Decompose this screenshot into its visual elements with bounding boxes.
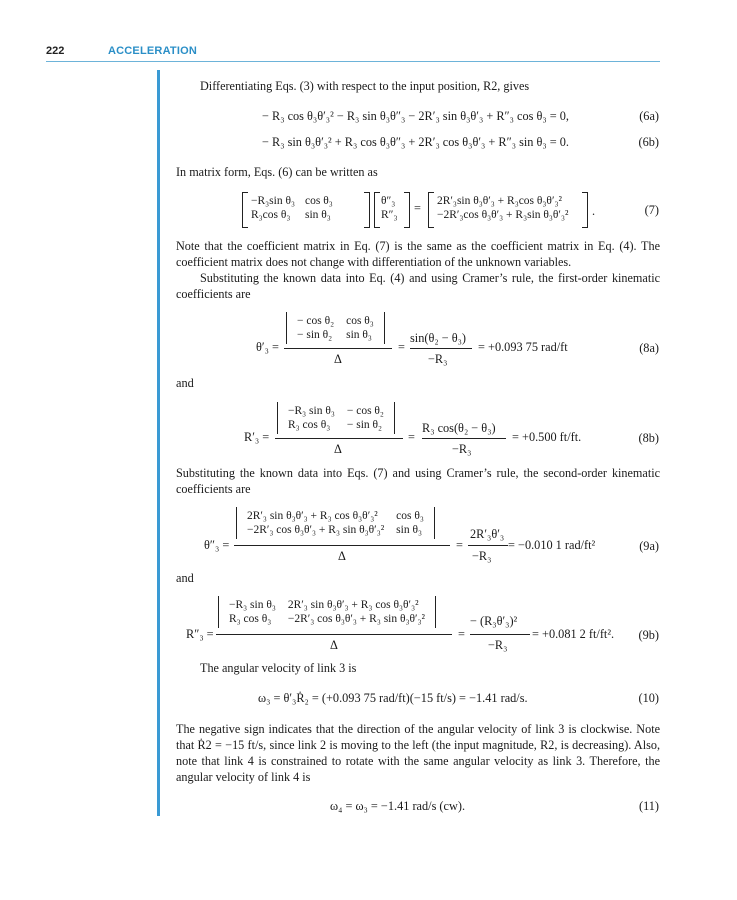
denominator: −R₃ [472,549,492,563]
fraction-bar [275,438,403,439]
equals-sign: = [408,430,415,444]
result: = +0.500 ft/ft. [512,430,582,444]
delta: Δ [334,352,342,366]
paragraph-second-order: Substituting the known data into Eqs. (7) and using Cramer’s rule, the second-order kinematic coefficients are [176,466,660,496]
determinant [277,402,395,434]
lhs-r3-prime: R′₃ = [244,430,270,444]
delta: Δ [334,442,342,456]
det-cell: −R₃ sin θ₃ [229,599,276,611]
det-cell: − cos θ₂ [346,405,384,417]
det-cell: −2R′₃ cos θ₃θ′₃ + R₃ sin θ₃θ′₃² [287,613,426,625]
equals-sign: = [456,538,463,552]
page-number: 222 [46,45,65,57]
det-cell: 2R′₃ sin θ₃θ′₃ + R₃ cos θ₃θ′₃² [287,599,419,611]
fraction-bar [422,438,506,439]
denominator: −R₃ [488,638,508,652]
equals-sign: = [414,201,421,215]
delta: Δ [338,549,346,563]
lhs-theta3-double-prime: θ″₃ = [204,538,230,552]
paragraph-negative-sign: The negative sign indicates that the direction of the angular velocity of link 3 is clockwise. Note that Ṙ2 = −15 ft/s, since link 2 is moving to the left (the input magnitude, R2, is decreasing). Also, note that link 4 is constrained to rotate with the same angular velocity as link 3. Therefore, the angular velocity of link 4 is [176,722,660,784]
det-cell: sin θ₃ [396,524,422,536]
equation-number-10: (10) [638,691,659,705]
det-cell: R₃ cos θ₃ [288,419,331,431]
det-cell: − sin θ₂ [346,419,383,431]
equals-sign: = [398,340,405,354]
determinant [236,507,435,539]
rhs-cell: −2R′₃cos θ₃θ′₃ + R₃sin θ₃θ′₃² [437,209,569,221]
section-title: ACCELERATION [108,45,197,57]
conjunction-and: and [176,376,194,390]
equation-number-7: (7) [644,203,659,217]
rhs-vector [432,194,573,222]
det-cell: −2R′₃ cos θ₃θ′₃ + R₃ sin θ₃θ′₃² [247,524,385,536]
numerator: 2R′₃θ′₃ [470,527,505,541]
result: = −0.010 1 rad/ft² [508,538,596,552]
lhs-r3-double-prime: R″₃ = [186,627,214,641]
equation-number-9b: (9b) [638,628,659,642]
equation-number-6b: (6b) [638,135,659,149]
det-cell: −R₃ sin θ₃ [288,405,335,417]
determinant [286,312,385,344]
matrix-bracket-right [364,192,370,228]
result: = +0.093 75 rad/ft [478,340,568,354]
rhs-bracket-right [582,192,588,228]
vector-cell: θ″₃ [381,195,396,207]
paragraph-angular-velocity-link3: The angular velocity of link 3 is [200,661,357,675]
fraction-bar [410,348,472,349]
matrix-cell: −R₃sin θ₃ [251,195,295,207]
equation-6a: − R₃ cos θ₃θ′₃² − R₃ sin θ₃θ″₃ − 2R′₃ sin θ₃θ′₃ + R″₃ cos θ₃ = 0, [262,109,569,123]
lhs-theta3-prime: θ′₃ = [256,340,279,354]
numerator: − (R₃θ′₃)² [470,614,518,628]
fraction-bar [470,634,530,635]
equation-6b: − R₃ sin θ₃θ′₃² + R₃ cos θ₃θ″₃ + 2R′₃ cos θ₃θ′₃ + R″₃ sin θ₃ = 0. [262,135,569,149]
conjunction-and: and [176,571,194,585]
equation-10: ω₃ = θ′₃Ṙ₂ = (+0.093 75 rad/ft)(−15 ft/s) = −1.41 rad/s. [258,691,528,705]
denominator: −R₃ [452,442,472,456]
paragraph-note-coefficient: Note that the coefficient matrix in Eq. (7) is the same as the coefficient matrix in Eq. (4). The coefficient matrix does not change with differentiation of the unknown variables. [176,239,660,269]
fraction-bar [216,634,452,635]
margin-bar [157,70,160,816]
equation-11: ω₄ = ω₃ = −1.41 rad/s (cw). [330,799,466,813]
equation-number-11: (11) [638,799,659,813]
equation-number-6a: (6a) [639,109,659,123]
fraction-bar [468,545,508,546]
result: = +0.081 2 ft/ft². [532,627,615,641]
numerator: R₃ cos(θ₂ − θ₃) [422,421,496,435]
det-cell: 2R′₃ sin θ₃θ′₃ + R₃ cos θ₃θ′₃² [247,510,378,522]
rhs-cell: 2R′₃sin θ₃θ′₃ + R₃cos θ₃θ′₃² [437,195,562,207]
vector-cell: R″₃ [381,209,398,221]
det-cell: R₃ cos θ₃ [229,613,272,625]
det-cell: cos θ₃ [396,510,424,522]
denominator: −R₃ [428,352,448,366]
numerator: sin(θ₂ − θ₃) [410,331,466,345]
fraction-bar [284,348,392,349]
paragraph-first-order: Substituting the known data into Eq. (4) and using Cramer’s rule, the first-order kinematic coefficients are [176,271,660,301]
det-cell: cos θ₃ [346,315,374,327]
matrix-cell: sin θ₃ [304,209,331,221]
delta: Δ [330,638,338,652]
header-rule [46,61,660,62]
det-cell: − cos θ₂ [297,315,335,327]
equation-number-8a: (8a) [639,341,659,355]
paragraph-differentiating: Differentiating Eqs. (3) with respect to the input position, R2, gives [200,79,530,93]
coefficient-matrix [246,194,338,222]
matrix-cell: R₃cos θ₃ [251,209,291,221]
paragraph-matrix-form: In matrix form, Eqs. (6) can be written as [176,165,378,179]
det-cell: − sin θ₂ [297,329,333,341]
fraction-bar [234,545,450,546]
matrix-cell: cos θ₃ [304,195,333,207]
equals-sign: = [458,627,465,641]
equation-number-8b: (8b) [638,431,659,445]
unknown-vector [376,194,402,222]
det-cell: sin θ₃ [346,329,372,341]
equation-number-9a: (9a) [639,539,659,553]
determinant [218,596,436,628]
period: . [592,204,596,218]
vector-bracket-right [404,192,410,228]
